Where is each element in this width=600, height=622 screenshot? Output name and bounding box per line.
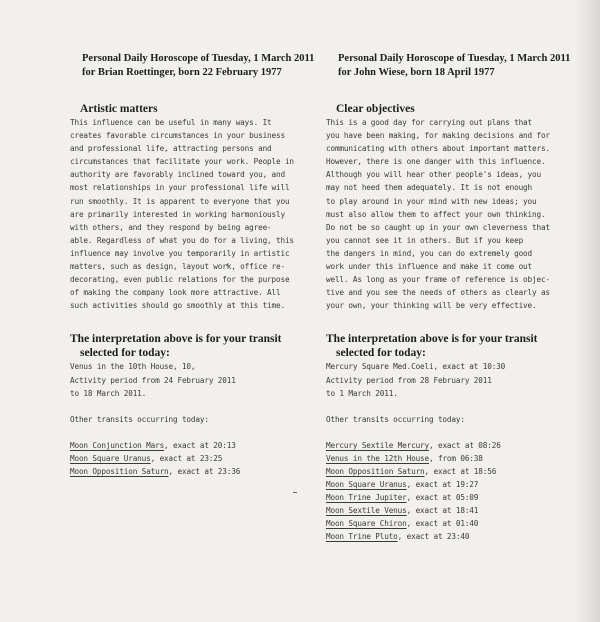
other-transits-label: Other transits occurring today:	[70, 414, 209, 424]
transit-link[interactable]: Moon Square Chiron	[326, 519, 407, 529]
transit-link[interactable]: Moon Sextile Venus	[326, 506, 407, 516]
transit-link[interactable]: Moon Square Uranus	[326, 480, 407, 490]
body-line: and professional life, attracting persons and	[70, 144, 272, 154]
title-line-1: Personal Daily Horoscope of Tuesday, 1 March 2011	[82, 53, 315, 64]
body-line: work under this influence and make it come out	[326, 262, 533, 272]
page-gutter-shadow	[574, 0, 600, 622]
other-transit-item	[326, 504, 558, 517]
title-line-2: for Brian Roettinger, born 22 February 1977	[82, 67, 282, 78]
body-line: decorating, even public relations for the purpose	[70, 275, 290, 285]
transit-link[interactable]: Moon Opposition Saturn	[326, 466, 425, 476]
body-line: matters, such as design, layout work, office re-	[70, 262, 285, 272]
other-transit-item	[70, 465, 298, 478]
body-line: are primarily interested in working harmoniously	[70, 209, 285, 219]
other-transit-item	[326, 478, 558, 491]
transit-line: to 18 March 2011.	[70, 388, 147, 398]
other-transit-item	[326, 465, 558, 478]
horoscope-right	[326, 52, 571, 544]
body-line: able. Regardless of what you do for a living, this	[70, 235, 294, 245]
body-line: However, there is one danger with this influence.	[326, 157, 546, 167]
transit-time: , exact at 23:25	[150, 453, 223, 463]
interpretation-body	[70, 116, 298, 312]
body-line: such activities should go smoothly at this time.	[70, 301, 285, 311]
title-line-2: for John Wiese, born 18 April 1977	[338, 67, 495, 78]
body-line: Do not be so caught up in your own cleverness that	[326, 222, 550, 232]
transit-heading-line-2: selected for today:	[80, 347, 170, 360]
transit-heading	[70, 332, 298, 360]
section-heading: Artistic matters	[80, 103, 158, 115]
body-line: to play around in your mind with new ideas; you	[326, 196, 537, 206]
body-line: your own, your thinking will be very effective.	[326, 301, 537, 311]
transit-time: , exact at 05:09	[406, 493, 479, 503]
print-speck	[293, 492, 297, 493]
transit-time: , exact at 20:13	[164, 440, 236, 450]
body-line: communicating with others about important matters.	[326, 144, 550, 154]
interpretation-body	[326, 116, 558, 312]
horoscope-title	[82, 52, 315, 80]
transit-time: , exact at 19:27	[406, 480, 479, 490]
transit-link[interactable]: Mercury Sextile Mercury	[326, 440, 430, 450]
transit-heading	[326, 332, 558, 360]
body-line: This influence can be useful in many ways. It	[70, 118, 272, 127]
other-transits-label: Other transits occurring today:	[326, 414, 465, 424]
transit-time: , exact at 23:40	[397, 532, 470, 542]
title-line-1: Personal Daily Horoscope of Tuesday, 1 March 2011	[338, 53, 571, 64]
transit-link[interactable]: Moon Conjunction Mars	[70, 440, 165, 450]
body-line: you have been making, for making decisions and for	[326, 131, 550, 141]
other-transit-item	[70, 452, 298, 465]
horoscope-title	[338, 52, 571, 80]
transit-link[interactable]: Moon Trine Jupiter	[326, 493, 407, 503]
body-line: tive and you see the needs of others as clearly as	[326, 288, 550, 298]
body-line: with others, and they respond by being agree-	[70, 222, 272, 232]
body-line: authority are favorably inclined toward you, and	[70, 170, 285, 180]
body-line: you cannot see it in others. But if you keep	[326, 235, 524, 245]
other-transit-item	[326, 452, 558, 465]
other-transit-item	[326, 530, 558, 543]
body-line: run smoothly. It is apparent to everyone that you	[70, 196, 290, 206]
transit-line: to 1 March 2011.	[326, 388, 398, 398]
transit-line: Venus in the 10th House, 10,	[70, 362, 196, 372]
horoscope-left	[70, 52, 315, 478]
transit-heading-line-1: The interpretation above is for your transit	[70, 333, 282, 346]
body-line: This is a good day for carrying out plans that	[326, 118, 533, 127]
transit-line: Mercury Square Med.Coeli, exact at 10:30	[326, 362, 506, 372]
transit-time: , exact at 01:40	[406, 519, 479, 529]
body-line: well. As long as your frame of reference is objec-	[326, 275, 550, 285]
body-line: influence may involve you temporarily in artistic	[70, 248, 290, 258]
transit-link[interactable]: Moon Opposition Saturn	[70, 466, 169, 476]
other-transit-item	[326, 491, 558, 504]
body-line: creates favorable circumstances in your business	[70, 131, 285, 141]
transit-line: Activity period from 28 February 2011	[326, 375, 492, 385]
body-line: Although you will hear other people's ideas, you	[326, 170, 541, 180]
body-line: may not heed them adequately. It is not enough	[326, 183, 533, 193]
other-transit-item	[326, 439, 558, 452]
transit-link[interactable]: Moon Trine Pluto	[326, 532, 398, 542]
transit-link[interactable]: Moon Square Uranus	[70, 453, 151, 463]
transit-time: , exact at 23:36	[168, 466, 241, 476]
transit-link[interactable]: Venus in the 12th House	[326, 453, 430, 463]
body-line: the dangers in mind, you can do extremely good	[326, 248, 533, 258]
selected-transit	[326, 360, 558, 543]
transit-time: , exact at 18:56	[424, 466, 497, 476]
transit-time: , from 06:38	[429, 453, 483, 463]
other-transit-item	[70, 439, 298, 452]
transit-time: , exact at 08:26	[429, 440, 501, 450]
selected-transit	[70, 360, 298, 478]
transit-heading-line-1: The interpretation above is for your transit	[326, 333, 538, 346]
body-line: of making the company look more attractive. All	[70, 288, 281, 298]
transit-time: , exact at 18:41	[406, 506, 479, 516]
section-heading: Clear objectives	[336, 103, 415, 115]
other-transit-item	[326, 517, 558, 530]
body-line: most relationships in your professional life will	[70, 183, 290, 193]
body-line: circumstances that facilitate your work. People in	[70, 157, 294, 167]
transit-heading-line-2: selected for today:	[336, 347, 426, 360]
transit-line: Activity period from 24 February 2011	[70, 375, 236, 385]
body-line: must also allow them to affect your own thinking.	[326, 209, 546, 219]
